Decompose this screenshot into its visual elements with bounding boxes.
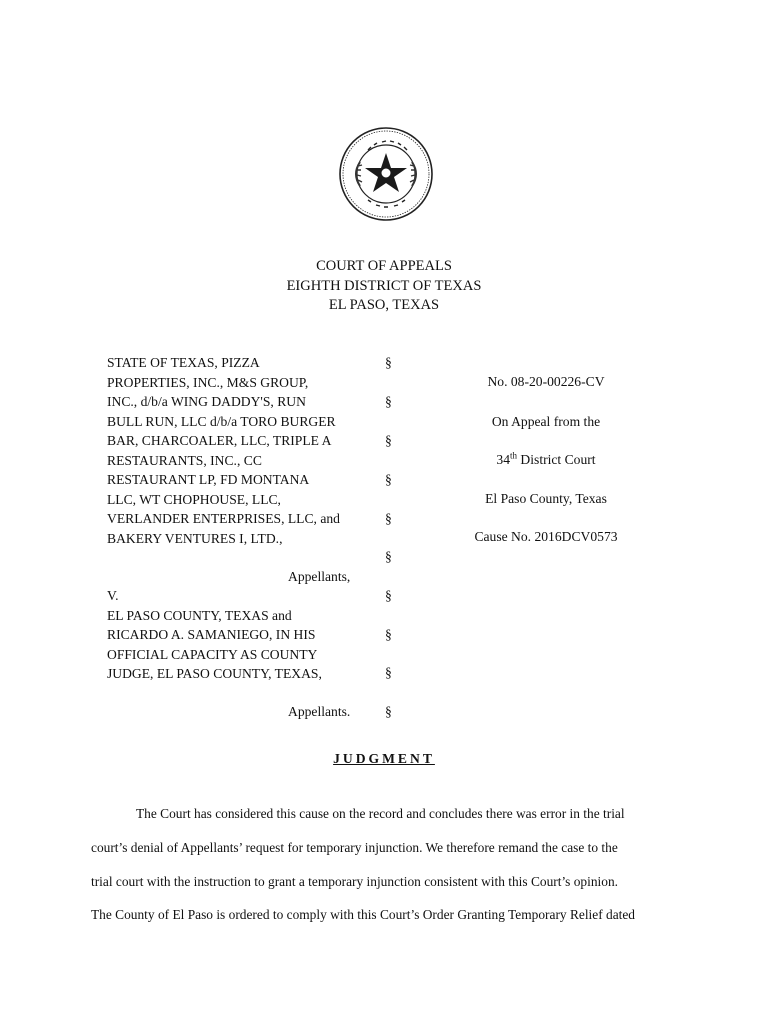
defendant-line: OFFICIAL CAPACITY AS COUNTY bbox=[107, 646, 318, 662]
section-symbol: § bbox=[385, 472, 392, 487]
section-symbol: § bbox=[385, 665, 392, 680]
party-line: BULL RUN, LLC d/b/a TORO BURGER bbox=[107, 413, 336, 429]
section-symbol: § bbox=[385, 588, 392, 603]
district-number: 34 bbox=[496, 452, 511, 467]
court-name: COURT OF APPEALS bbox=[316, 258, 452, 274]
section-symbol: § bbox=[385, 704, 392, 719]
section-symbol: § bbox=[385, 627, 392, 642]
section-symbol: § bbox=[385, 355, 392, 370]
section-symbol: § bbox=[385, 549, 392, 564]
defendant-line: RICARDO A. SAMANIEGO, IN HIS bbox=[107, 627, 316, 642]
cause-number: Cause No. 2016DCV0573 bbox=[474, 529, 618, 544]
district-court bbox=[441, 452, 651, 468]
party-line: BAR, CHARCOALER, LLC, TRIPLE A bbox=[107, 433, 332, 448]
body-line: The Court has considered this cause on the record and concludes there was error in the trial bbox=[136, 806, 625, 821]
defendant-line: JUDGE, EL PASO COUNTY, TEXAS, bbox=[107, 666, 322, 681]
body-line: The County of El Paso is ordered to comply with this Court’s Order Granting Temporary Relief dated bbox=[91, 907, 636, 922]
defendant-line: EL PASO COUNTY, TEXAS and bbox=[107, 607, 292, 623]
section-symbol: § bbox=[385, 394, 392, 409]
section-symbol: § bbox=[385, 433, 392, 448]
party-line: RESTAURANT LP, FD MONTANA bbox=[107, 472, 310, 487]
district-court-label: District Court bbox=[517, 452, 596, 467]
district-ordinal-suffix: th bbox=[510, 450, 518, 461]
party-line: STATE OF TEXAS, PIZZA bbox=[107, 355, 260, 370]
appeal-from-label: On Appeal from the bbox=[491, 414, 601, 429]
court-location: EL PASO, TEXAS bbox=[328, 297, 440, 313]
texas-state-seal-icon bbox=[338, 126, 434, 222]
party-line: BAKERY VENTURES I, LTD., bbox=[107, 530, 283, 546]
body-line: court’s denial of Appellants’ request for temporary injunction. We therefore remand the case to the bbox=[91, 840, 618, 855]
body-line: trial court with the instruction to grant a temporary injunction consistent with this Court’s opinion. bbox=[91, 874, 618, 889]
party-line: INC., d/b/a WING DADDY'S, RUN bbox=[107, 394, 306, 409]
judgment-title: JUDGMENT bbox=[333, 751, 435, 766]
section-symbol: § bbox=[385, 511, 392, 526]
party-line: LLC, WT CHOPHOUSE, LLC, bbox=[107, 491, 281, 507]
versus-label: V. bbox=[107, 588, 119, 603]
court-header bbox=[0, 257, 768, 316]
case-number: No. 08-20-00226-CV bbox=[487, 374, 605, 389]
party-line: PROPERTIES, INC., M&S GROUP, bbox=[107, 374, 309, 390]
appellants-role-label-2: Appellants. bbox=[288, 704, 351, 719]
appellants-role-label: Appellants, bbox=[288, 569, 351, 584]
court-district: EIGHTH DISTRICT OF TEXAS bbox=[286, 277, 482, 294]
county-label: El Paso County, Texas bbox=[485, 491, 607, 506]
party-line: RESTAURANTS, INC., CC bbox=[107, 452, 262, 468]
party-line: VERLANDER ENTERPRISES, LLC, and bbox=[107, 511, 340, 526]
